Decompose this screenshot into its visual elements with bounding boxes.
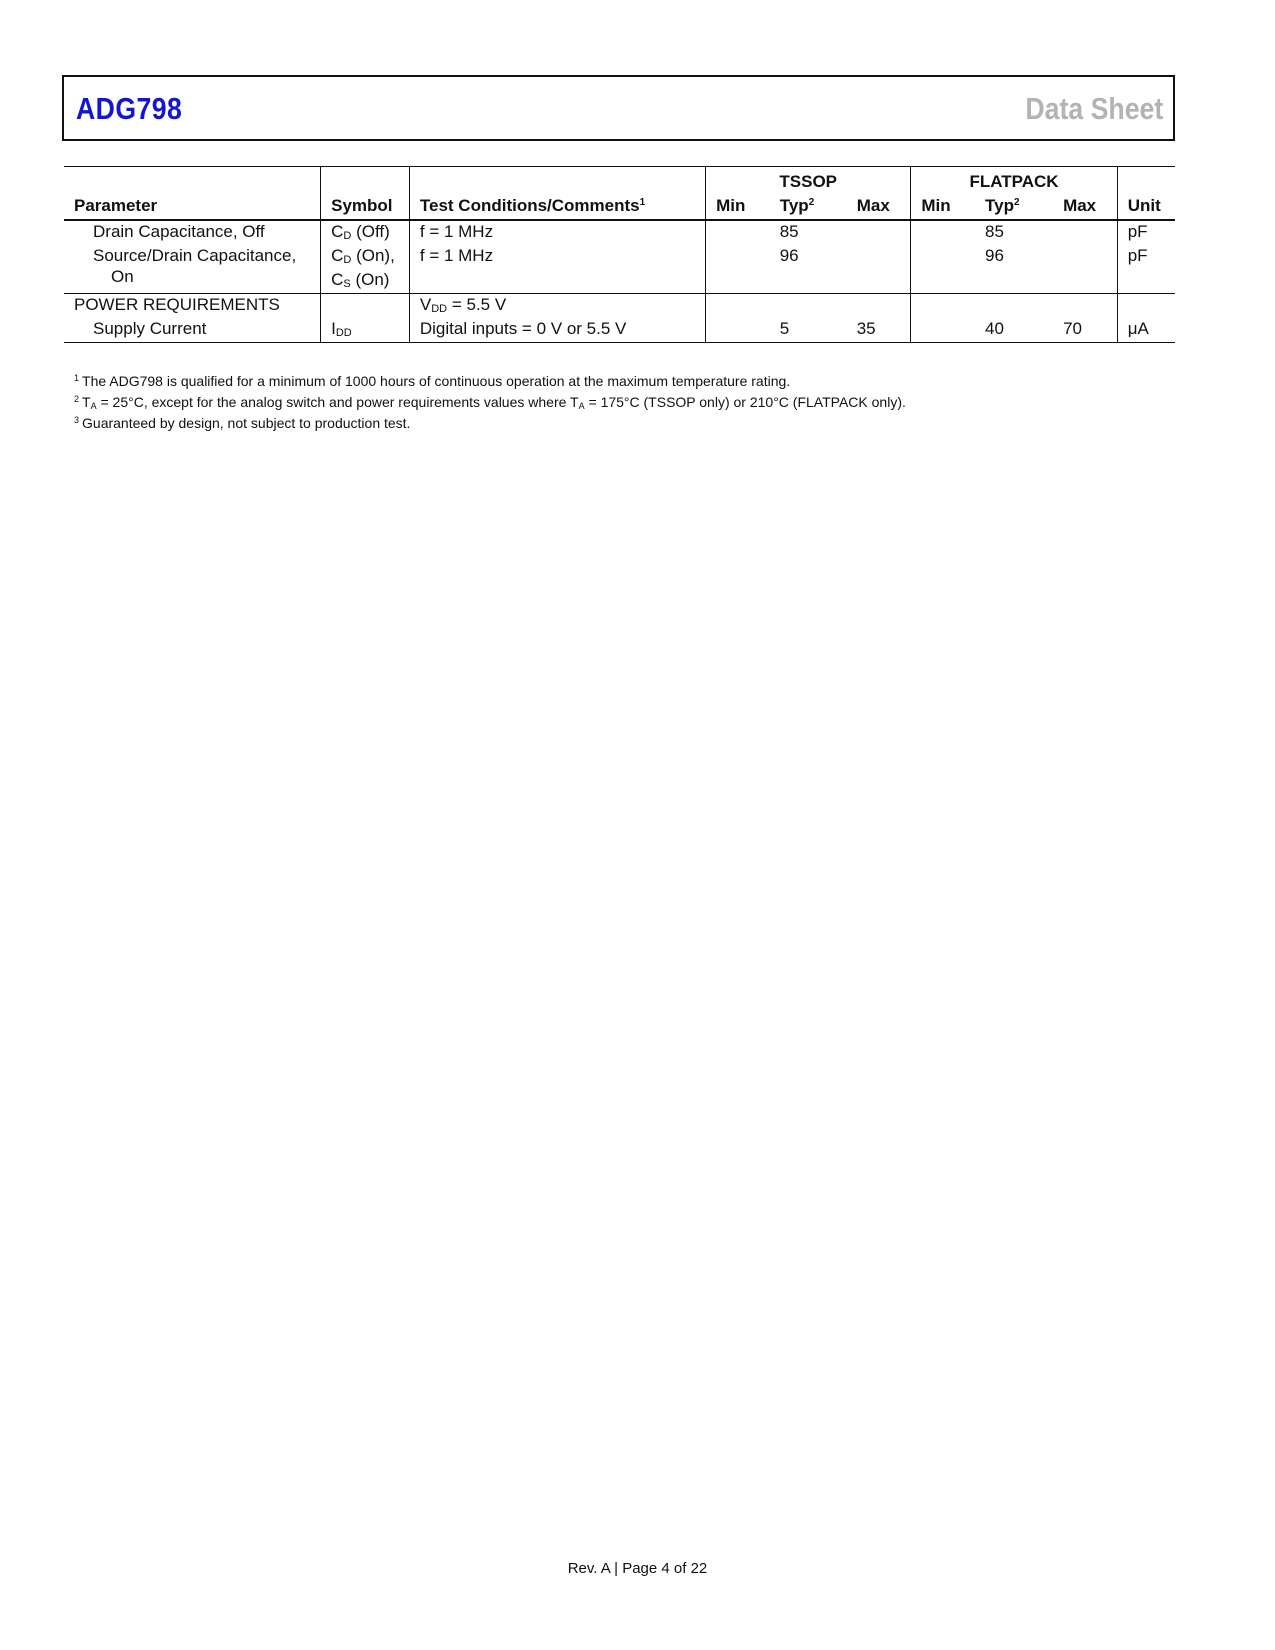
flatpack-typ-value: 40 [975, 318, 1053, 343]
table-row [64, 245, 1175, 294]
footnote-3: $^3$ Guaranteed by design, not subject to production test. [74, 415, 411, 431]
col-flatpack-min: Min [911, 195, 975, 220]
footnote-1: $^1$ The ADG798 is qualified for a minimum of 1000 hours of continuous operation at the maximum temperature rating. [74, 373, 791, 389]
condition-vdd: $V_{DD} = 5.5$ V [409, 294, 705, 319]
document-type: Data Sheet [1025, 91, 1163, 126]
unit-value: μA [1117, 318, 1175, 343]
product-name: ADG798 [76, 91, 183, 126]
group-header-flatpack: FLATPACK [911, 167, 1117, 196]
param-supply-current: Supply Current [64, 318, 321, 343]
tssop-typ-value: 96 [779, 246, 799, 265]
footnote-2: $^2$ $T_A = 25^\circ C$, except for the analog switch and power requirements values where $T_A = 175^\circ C$ (TSSOP only) or 210°C (FLATPACK only). [74, 394, 906, 411]
header-spacer [64, 167, 321, 196]
col-tssop-min: Min [706, 195, 770, 220]
col-tssop-max: Max [847, 195, 911, 220]
flatpack-max-value: 70 [1053, 318, 1117, 343]
table-row [64, 220, 1175, 245]
tssop-typ-value: 5 [770, 318, 847, 343]
tssop-max-value: 35 [847, 318, 911, 343]
footnote-ref: 2 [808, 197, 815, 208]
col-unit: Unit [1117, 195, 1175, 220]
footnotes [74, 372, 906, 435]
symbol-cd-off: $C_D$ (Off) [321, 220, 410, 245]
symbol-cd-cs-on: $C_D$ (On), $C_S$ (On) [321, 245, 410, 294]
symbol-idd: $I_{DD}$ [321, 318, 410, 343]
footnote-ref: 2 [1013, 197, 1020, 208]
col-conditions: Test Conditions/Comments$^1$ [409, 195, 705, 220]
column-header-row [64, 195, 1175, 220]
flatpack-typ-value: 85 [985, 222, 1004, 241]
col-parameter: Parameter [64, 195, 321, 220]
flatpack-typ-value: 96 [985, 246, 1004, 265]
param-sd-cap-on: Source/Drain Capacitance, On [93, 246, 297, 286]
condition: Digital inputs = 0 V or 5.5 V [409, 318, 705, 343]
tssop-typ-value: 85 [779, 222, 799, 241]
page-header [62, 75, 1175, 141]
param-drain-cap-off: Drain Capacitance, Off [93, 222, 265, 241]
col-flatpack-typ: Typ$^2$ [975, 195, 1053, 220]
footnote-ref: 1 [639, 197, 646, 208]
col-flatpack-max: Max [1053, 195, 1117, 220]
unit-value: pF [1117, 220, 1175, 245]
section-power-requirements: POWER REQUIREMENTS [64, 294, 321, 319]
table-row [64, 294, 1175, 319]
specifications-table [64, 166, 1175, 343]
group-header-tssop: TSSOP [706, 167, 911, 196]
table-row [64, 318, 1175, 343]
condition: f = 1 MHz [409, 220, 705, 245]
col-tssop-typ: Typ$^2$ [770, 195, 847, 220]
condition: f = 1 MHz [409, 245, 705, 294]
col-symbol: Symbol [321, 195, 410, 220]
page-footer: Rev. A | Page 4 of 22 [567, 1560, 708, 1577]
unit-value: pF [1117, 245, 1175, 294]
